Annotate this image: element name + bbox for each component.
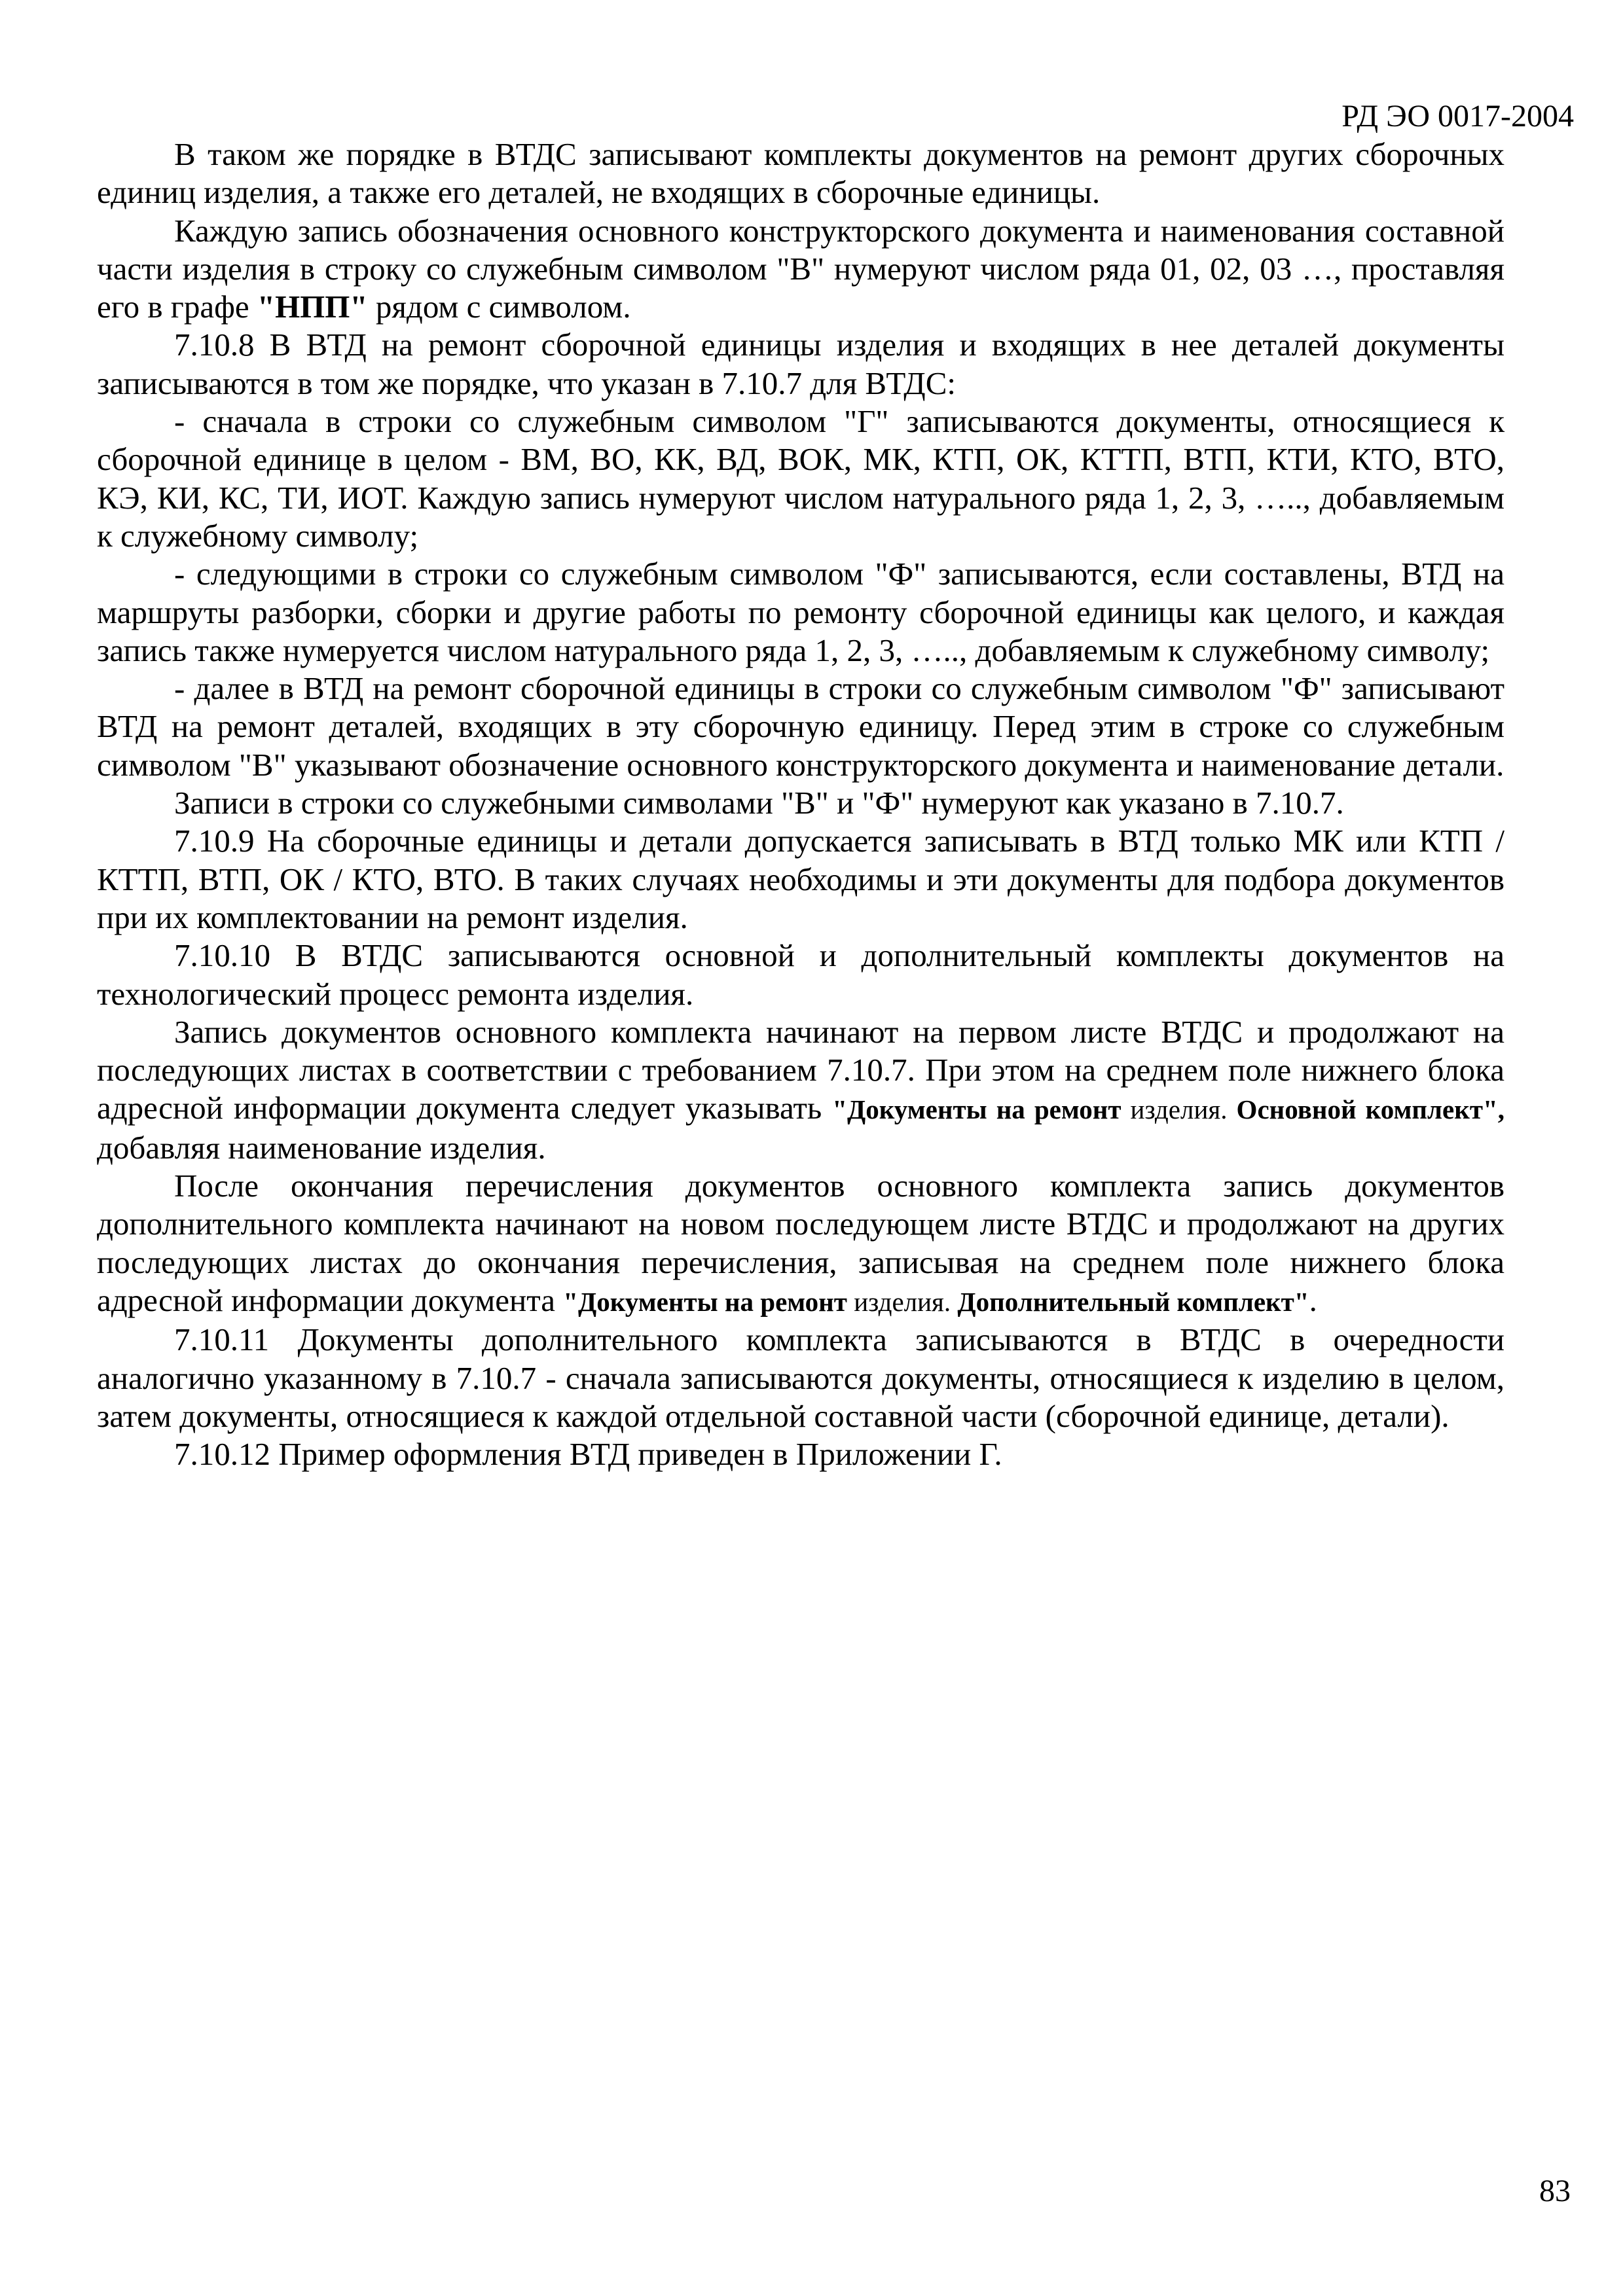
paragraph-text: рядом с символом.: [367, 289, 631, 325]
paragraph-text: Каждую запись обозначения основного конструкторского документа и наименования составной части изделия в строку со служебным символом "В" нумеруют числом ряда 01, 02, 03 …, проставляя его в графе: [97, 212, 1504, 325]
paragraph: 7.10.10 В ВТДС записываются основной и дополнительный комплекты документов на технологический процесс ремонта изделия.: [97, 937, 1504, 1012]
paragraph: 7.10.12 Пример оформления ВТД приведен в Приложении Г.: [174, 1436, 1002, 1473]
small-text: изделия.: [847, 1286, 958, 1317]
paragraph: [97, 1167, 1504, 1321]
paragraph: Записи в строки со служебными символами "В" и "Ф" нумеруют как указано в 7.10.7.: [174, 785, 1344, 821]
paragraph: 7.10.11 Документы дополнительного комплекта записываются в ВТДС в очередности аналогично указанному в 7.10.7 - сначала записываются документы, относящиеся к изделию в целом, затем документы, относящиеся к каждой отдельной составной части (сборочной единице, детали).: [97, 1321, 1504, 1434]
paragraph: - сначала в строки со служебным символом "Г" записываются документы, относящиеся к сборочной единице в целом - ВМ, ВО, КК, ВД, ВОК, МК, КТП, ОК, КТТП, ВТП, КТИ, КТО, ВТО, КЭ, КИ, КС, ТИ, ИОТ. Каждую запись нумеруют числом натурального ряда 1, 2, 3, ….., добавляемым к служебному символу;: [97, 403, 1504, 554]
document-code-header: РД ЭО 0017-2004: [1341, 99, 1574, 134]
paragraph-text: Запись документов основного комплекта начинают на первом листе ВТДС и продолжают на последующих листах в соответствии с требованием 7.10.7. При этом на среднем поле нижнего блока адресной информации документа следует указывать: [97, 1013, 1504, 1126]
paragraph-text: После окончания перечисления документов основного комплекта запись документов дополнительного комплекта начинают на новом последующем листе ВТДС и продолжают на других последующих листах до окончания перечисления, записывая на среднем поле нижнего блока адресной информации документа: [97, 1168, 1504, 1318]
paragraph: 7.10.8 В ВТД на ремонт сборочной единицы изделия и входящих в нее деталей документы записываются в том же порядке, что указан в 7.10.7 для ВТДС:: [97, 327, 1504, 401]
paragraph: [97, 212, 1504, 327]
small-text: изделия.: [1121, 1094, 1237, 1125]
paragraph: - далее в ВТД на ремонт сборочной единицы в строки со служебным символом "Ф" записывают ВТД на ремонт деталей, входящих в эту сборочную единицу. Перед этим в строке со служебным символом "В" указывают обозначение основного конструкторского документа и наименование детали.: [97, 670, 1504, 783]
bold-term: "Документы на ремонт: [832, 1094, 1122, 1125]
bold-term: Основной комплект",: [1236, 1094, 1504, 1125]
page-number: 83: [1539, 2174, 1571, 2208]
document-body: [97, 135, 1504, 1473]
bold-term: "Документы на ремонт: [563, 1286, 847, 1317]
paragraph: 7.10.9 На сборочные единицы и детали допускается записывать в ВТД только МК или КТП / КТТП, ВТП, ОК / КТО, ВТО. В таких случаях необходимы и эти документы для подбора документов при их комплектовании на ремонт изделия.: [97, 823, 1504, 935]
paragraph-text: .: [1309, 1282, 1317, 1318]
paragraph: В таком же порядке в ВТДС записывают комплекты документов на ремонт других сборочных единиц изделия, а также его деталей, не входящих в сборочные единицы.: [97, 136, 1504, 211]
bold-term: "НПП": [257, 289, 368, 325]
bold-term: Дополнительный комплект": [957, 1286, 1309, 1317]
paragraph: - следующими в строки со служебным символом "Ф" записываются, если составлены, ВТД на маршруты разборки, сборки и другие работы по ремонту сборочной единицы как целого, и каждая запись также нумеруется числом натурального ряда 1, 2, 3, ….., добавляемым к служебному символу;: [97, 556, 1504, 668]
paragraph: [97, 1013, 1504, 1167]
paragraph-text: добавляя наименование изделия.: [97, 1129, 546, 1166]
